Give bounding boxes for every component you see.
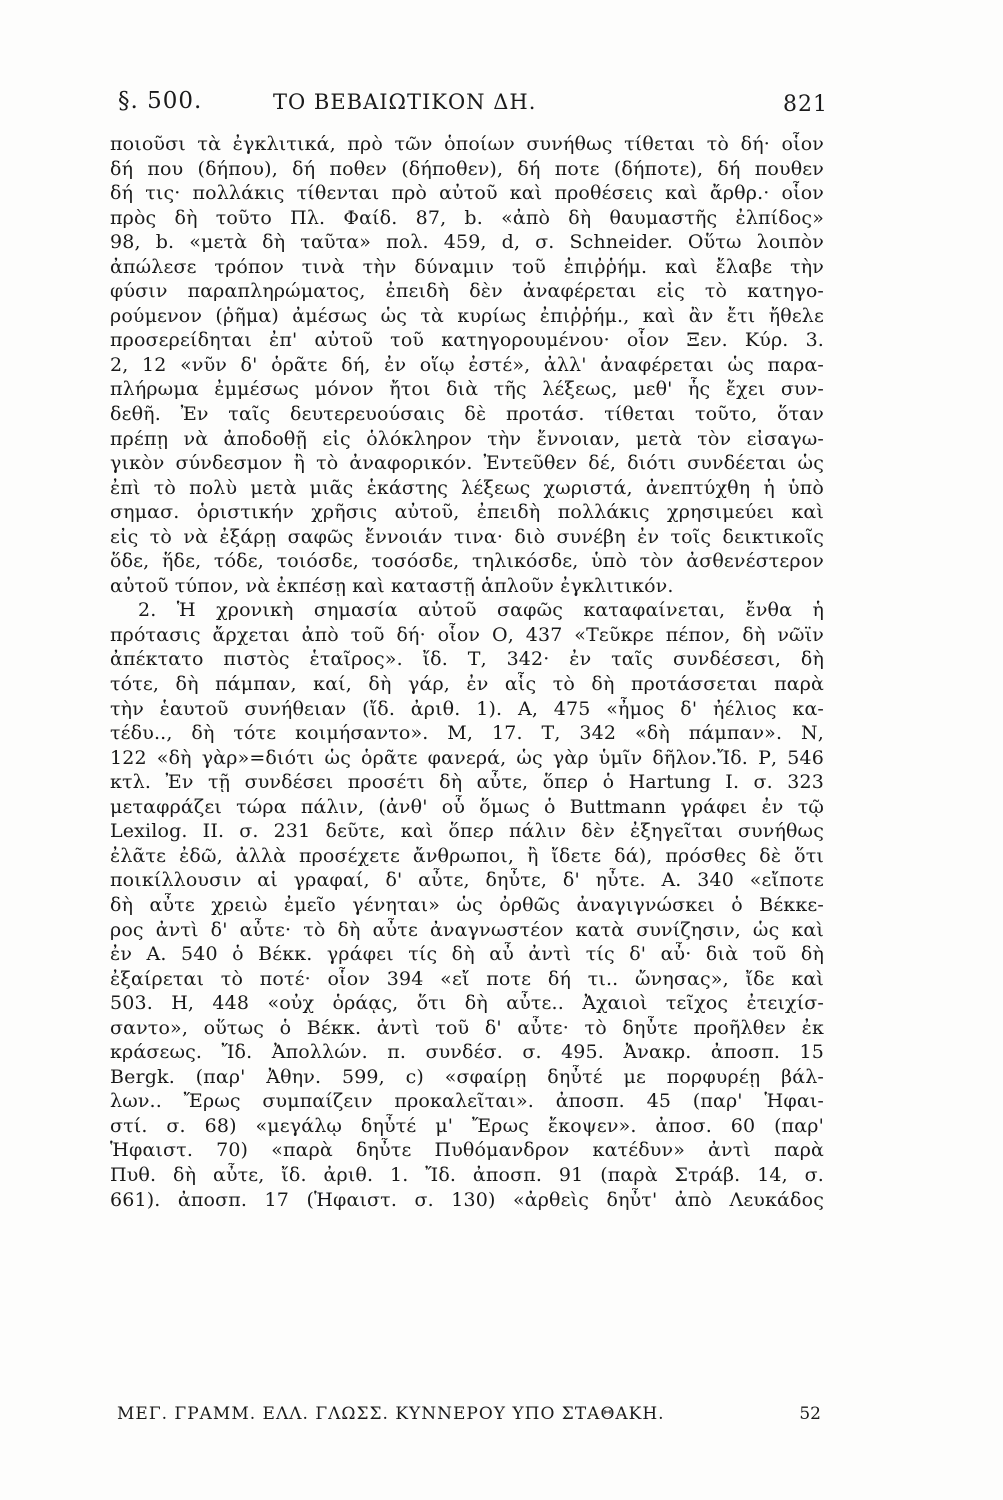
text-line: τὴν ἑαυτοῦ συνήθειαν (ἴδ. ἀριθ. 1). Α, 475 «ἦμος δ' ἠέλιος κα- — [110, 697, 824, 720]
page-title: ΤΟ ΒΕΒΑΙΩΤΙΚΟΝ ΔΗ. — [273, 90, 537, 114]
text-line: ποικίλλουσιν αἱ γραφαί, δ' αὖτε, δηὖτε, δ' ηὖτε. Α. 340 «εἴποτε — [110, 869, 824, 892]
text-line: πρὸς δὴ τοῦτο Πλ. Φαίδ. 87, b. «ἀπὸ δὴ θαυμαστῆς ἐλπίδος» — [110, 206, 824, 229]
footer-text: ΜΕΓ. ΓΡΑΜΜ. ΕΛΛ. ΓΛΩΣΣ. ΚΥΝΝΕΡΟΥ ΥΠΟ ΣΤΑΘΑΚΗ. — [117, 1404, 665, 1424]
text-line: δή που (δήπου), δή ποθεν (δήποθεν), δή ποτε (δήποτε), δή πουθεν — [110, 157, 824, 180]
text-line: κράσεως. Ἴδ. Ἀπολλών. π. συνδέσ. σ. 495. Ἀνακρ. ἀποσπ. 15 — [110, 1041, 824, 1064]
text-line: Lexilog. II. σ. 231 δεῦτε, καὶ ὅπερ πάλιν δὲν ἐξηγεῖται συνήθως — [110, 820, 824, 843]
text-line: μεταφράζει τώρα πάλιν, (ἀνθ' οὗ ὅμως ὁ Buttmann γράφει ἐν τῷ — [110, 795, 824, 818]
paragraph-start-line: 2. Ἡ χρονικὴ σημασία αὐτοῦ σαφῶς καταφαίνεται, ἔνθα ἡ — [138, 599, 824, 622]
text-line: τέδυ.., δὴ τότε κοιμήσαντο». Μ, 17. Τ, 342 «δὴ πάμπαν». Ν, — [110, 722, 824, 745]
text-line: εἰς τὸ νὰ ἐξάρῃ σαφῶς ἔννοιάν τινα· διὸ συνέβη ἐν τοῖς δεικτικοῖς — [110, 525, 824, 548]
text-line: δὴ αὖτε χρειὼ ἐμεῖο γένηται» ὡς ὀρθῶς ἀναγιγνώσκει ὁ Βέκκε- — [110, 893, 824, 916]
text-line: ἀπέκτατο πιστὸς ἑταῖρος». ἴδ. Τ, 342· ἐν ταῖς συνδέσεσι, δὴ — [110, 648, 824, 671]
text-line: πρέπῃ νὰ ἀποδοθῇ εἰς ὁλόκληρον τὴν ἔννοιαν, μετὰ τὸν εἰσαγω- — [110, 427, 824, 450]
text-line: Πυθ. δὴ αὖτε, ἴδ. ἀριθ. 1. Ἴδ. ἀποσπ. 91 (παρὰ Στράβ. 14, σ. — [110, 1163, 824, 1186]
text-line: φύσιν παραπληρώματος, ἐπειδὴ δὲν ἀναφέρεται εἰς τὸ κατηγο- — [110, 280, 824, 303]
text-line: ἐπὶ τὸ πολὺ μετὰ μιᾶς ἑκάστης λέξεως χωριστά, ἀνεπτύχθη ἡ ὑπὸ — [110, 476, 824, 499]
text-line: δή τις· πολλάκις τίθενται πρὸ αὐτοῦ καὶ προθέσεις καὶ ἄρθρ.· οἷον — [110, 182, 824, 205]
text-line: ρούμενον (ῥῆμα) ἀμέσως ὡς τὰ κυρίως ἐπιῤῥήμ., καὶ ἂν ἔτι ἤθελε — [110, 304, 824, 327]
text-line: στί. σ. 68) «μεγάλῳ δηὖτέ μ' Ἔρως ἔκοψεν». ἀποσ. 60 (παρ' — [110, 1114, 824, 1137]
text-line: τότε, δὴ πάμπαν, καί, δὴ γάρ, ἐν αἷς τὸ δὴ προτάσσεται παρὰ — [110, 673, 824, 696]
text-line: γικὸν σύνδεσμον ἢ τὸ ἀναφορικόν. Ἐντεῦθεν δέ, διότι συνδέεται ὡς — [110, 452, 824, 475]
text-line: 2, 12 «νῦν δ' ὁρᾶτε δή, ἐν οἵῳ ἐστέ», ἀλλ' ἀναφέρεται ὡς παρα- — [110, 353, 824, 376]
text-line: 122 «δὴ γὰρ»=διότι ὡς ὁρᾶτε φανερά, ὡς γὰρ ὑμῖν δῆλον.Ἴδ. Ρ, 546 — [110, 746, 824, 769]
text-line: λων.. Ἔρως συμπαίζειν προκαλεῖται». ἀποσπ. 45 (παρ' Ἡφαι- — [110, 1090, 824, 1113]
text-line: αὐτοῦ τύπον, νὰ ἐκπέσῃ καὶ καταστῇ ἁπλοῦν ἐγκλιτικόν. — [110, 574, 674, 597]
text-line: ἐξαίρεται τὸ ποτέ· οἷον 394 «εἴ ποτε δή τι.. ὤνησας», ἴδε καὶ — [110, 967, 824, 990]
running-header — [118, 88, 828, 128]
text-line: Ἡφαιστ. 70) «παρὰ δηὖτε Πυθόμανδρον κατέδυν» ἀντὶ παρὰ — [110, 1139, 824, 1162]
text-line: ἐλᾶτε ἐδῶ, ἀλλὰ προσέχετε ἄνθρωποι, ἢ ἴδετε δά), πρόσθες δὲ ὅτι — [110, 844, 824, 867]
text-line: ἐν Α. 540 ὁ Βέκκ. γράφει τίς δὴ αὖ ἀντὶ τίς δ' αὖ· διὰ τοῦ δὴ — [110, 943, 824, 966]
text-line: 661). ἀποσπ. 17 (Ἡφαιστ. σ. 130) «ἀρθεὶς δηὖτ' ἀπὸ Λευκάδος — [110, 1188, 824, 1211]
text-line: κτλ. Ἐν τῇ συνδέσει προσέτι δὴ αὖτε, ὅπερ ὁ Hartung I. σ. 323 — [110, 771, 824, 794]
text-line: Bergk. (παρ' Ἀθην. 599, c) «σφαίρῃ δηὖτέ με πορφυρέῃ βάλ- — [110, 1065, 824, 1088]
text-line: πλήρωμα ἐμμέσως μόνον ἤτοι διὰ τῆς λέξεως, μεθ' ἧς ἔχει συν- — [110, 378, 824, 401]
text-line: 503. Η, 448 «οὐχ ὁράᾳς, ὅτι δὴ αὖτε.. Ἀχαιοὶ τεῖχος ἐτειχίσ- — [110, 992, 824, 1015]
text-line: σαντο», οὕτως ὁ Βέκκ. ἀντὶ τοῦ δ' αὖτε· τὸ δηὖτε προῆλθεν ἐκ — [110, 1016, 824, 1039]
signature-mark: 52 — [799, 1404, 821, 1424]
body-text — [110, 132, 824, 1212]
text-line: ρος ἀντὶ δ' αὖτε· τὸ δὴ αὖτε ἀναγνωστέον κατὰ συνίζησιν, ὡς καὶ — [110, 918, 824, 941]
page-footer — [117, 1404, 831, 1434]
text-line: ὅδε, ἥδε, τόδε, τοιόσδε, τοσόσδε, τηλικόσδε, ὑπὸ τὸν ἀσθενέστερον — [110, 550, 824, 573]
text-line: προσερείδηται ἐπ' αὐτοῦ τοῦ κατηγορουμένου· οἷον Ξεν. Κύρ. 3. — [110, 329, 824, 352]
text-line: ποιοῦσι τὰ ἐγκλιτικά, πρὸ τῶν ὁποίων συνήθως τίθεται τὸ δή· οἷον — [110, 133, 824, 155]
section-number: §. 500. — [118, 88, 203, 114]
text-line: ἀπώλεσε τρόπον τινὰ τὴν δύναμιν τοῦ ἐπιῤῥήμ. καὶ ἔλαβε τὴν — [110, 255, 824, 278]
text-line: σημασ. ὁριστικήν χρῆσις αὐτοῦ, ἐπειδὴ πολλάκις χρησιμεύει καὶ — [110, 501, 824, 524]
text-line: δεθῆ. Ἐν ταῖς δευτερευούσαις δὲ προτάσ. τίθεται τοῦτο, ὅταν — [110, 403, 824, 426]
page-number: 821 — [783, 92, 828, 117]
text-line: 98, b. «μετὰ δὴ ταῦτα» πολ. 459, d, σ. Schneider. Οὕτω λοιπὸν — [110, 231, 824, 254]
text-line: πρότασις ἄρχεται ἀπὸ τοῦ δή· οἷον Ο, 437 «Τεῦκρε πέπον, δὴ νῶϊν — [110, 623, 824, 646]
